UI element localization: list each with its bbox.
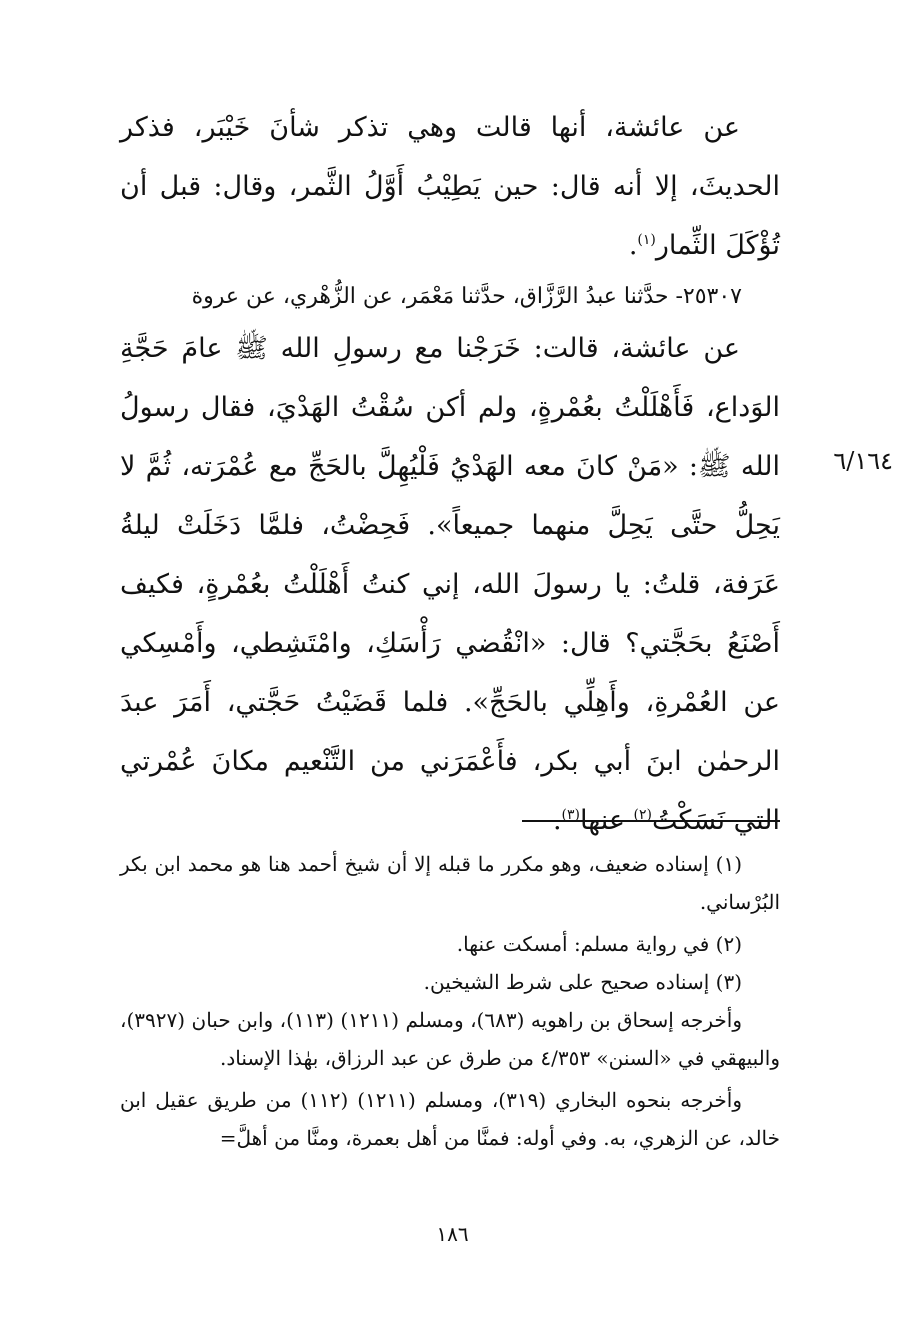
- main-text: [120, 98, 780, 850]
- margin-reference: ٦/١٦٤: [833, 447, 893, 475]
- hadith-paragraph-1: [120, 98, 780, 275]
- hadith-1-text: عن عائشة، أنها قالت وهي تذكر شأنَ خَيْبَر، فذكر الحديثَ، إلا أنه قال: حين يَطِيْبُ أَوَّلُ الثَّمر، وقال: قبل أن تُؤْكَلَ الثِّمار: [120, 112, 780, 261]
- footnote-takhrij-1: وأخرجه إسحاق بن راهويه (٦٨٣)، ومسلم (١٢١١) (١١٣)، وابن حبان (٣٩٢٧)، والبيهقي في «السنن» ٤/٣٥٣ من طرق عن عبد الرزاق، بهٰذا الإسناد.: [120, 1008, 780, 1070]
- footnote-3: (٣) إسناده صحيح على شرط الشيخين.: [423, 970, 742, 994]
- footnote-takhrij-2: وأخرجه بنحوه البخاري (٣١٩)، ومسلم (١٢١١) (١١٢) من طريق عقيل ابن خالد، عن الزهري، به. وفي أوله: فمنَّا من أهل بعمرة، ومنَّا من أهلَّ=: [120, 1088, 780, 1150]
- page-number: ١٨٦: [436, 1222, 469, 1246]
- hadith-number-line: ٢٥٣٠٧- حدَّثنا عبدُ الرَّزَّاق، حدَّثنا مَعْمَر، عن الزُّهْري، عن عروة: [191, 284, 742, 309]
- footnote-1: (١) إسناده ضعيف، وهو مكرر ما قبله إلا أن شيخ أحمد هنا هو محمد ابن بكر البُرْساني.: [120, 852, 780, 914]
- footnote-divider: [522, 820, 780, 822]
- hadith-1-end: .: [628, 230, 638, 261]
- footnotes: [120, 845, 780, 1157]
- hadith-paragraph-2: [120, 319, 780, 850]
- hadith-2-text: عن عائشة، قالت: خَرَجْنا مع رسولِ الله ﷺ عامَ حَجَّةِ الوَداع، فَأَهْلَلْتُ بعُمْرةٍ، ولم أكن سُقْتُ الهَدْيَ، فقال رسولُ الله ﷺ: «مَنْ كانَ معه الهَدْيُ فَلْيُهِلَّ بالحَجِّ مع عُمْرَته، ثُمَّ لا يَحِلُّ حتَّى يَحِلَّ منهما جميعاً». فَحِضْتُ، فلمَّا دَخَلَتْ ليلةُ عَرَفة، قلتُ: يا رسولَ الله، إني كنتُ أَهْلَلْتُ بعُمْرةٍ، فكيف أَصْنَعُ بحَجَّتي؟ قال: «انْقُضي رَأْسَكِ، وامْتَشِطي، وأَمْسِكي عن العُمْرةِ، وأَهِلِّي بالحَجِّ». فلما قَضَيْتُ حَجَّتي، أَمَرَ عبدَ الرحمٰن ابنَ أبي بكر، فأَعْمَرَني من التَّنْعيم مكانَ عُمْرتي التي نَسَكْتُ: [120, 333, 780, 836]
- hadith-2-end: .: [552, 805, 562, 836]
- hadith-2-tail: عنها: [580, 805, 634, 836]
- footnote-ref-1: (١): [637, 232, 656, 248]
- footnote-2: (٢) في رواية مسلم: أمسكت عنها.: [456, 932, 742, 956]
- footnote-ref-2: (٢): [633, 807, 652, 823]
- footnote-ref-3: (٣): [561, 807, 581, 823]
